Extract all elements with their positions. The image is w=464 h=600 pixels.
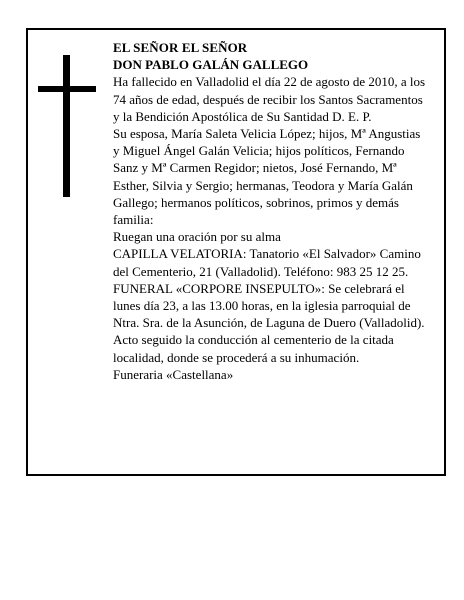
wake-chapel-info: CAPILLA VELATORIA: Tanatorio «El Salvador» Camino del Cementerio, 21 (Valladolid). Teléfono: 983 25 12 25.: [113, 246, 421, 279]
funeral-info: FUNERAL «CORPORE INSEPULTO»: Se celebrará el lunes día 23, a las 13.00 horas, en la iglesia parroquial de Ntra. Sra. de la Asunción, de Laguna de Duero (Valladolid). Acto seguido la conducción al cementerio de la citada localidad, donde se procederá a su inhumación.: [113, 280, 425, 365]
deceased-name: DON PABLO GALÁN GALLEGO: [113, 57, 309, 73]
cross-icon: [38, 55, 96, 197]
cross-vertical-bar: [63, 55, 70, 197]
heading-line-1: EL SEÑOR EL SEÑOR: [113, 40, 248, 55]
funeral-home: Funeraria «Castellana»: [113, 366, 234, 382]
family-list: Su esposa, María Saleta Velicia López; hijos, Mª Angustias y Miguel Ángel Galán Velicia; hijos políticos, Fernando Sanz y Mª Carmen Regidor; nietos, José Fernando, Mª Esther, Silvia y Sergio; hermanas, Teodora y María Galán Gallego; hermanos políticos, sobrinos, primos y demás familia:: [113, 126, 421, 228]
cross-horizontal-bar: [38, 86, 96, 92]
prayer-request: Ruegan una oración por su alma: [113, 229, 281, 245]
death-announcement: Ha fallecido en Valladolid el día 22 de agosto de 2010, a los 74 años de edad, después de recibir los Santos Sacramentos y la Bendición Apostólica de Su Santidad D. E. P.: [113, 74, 426, 124]
obituary-text: [113, 39, 428, 383]
